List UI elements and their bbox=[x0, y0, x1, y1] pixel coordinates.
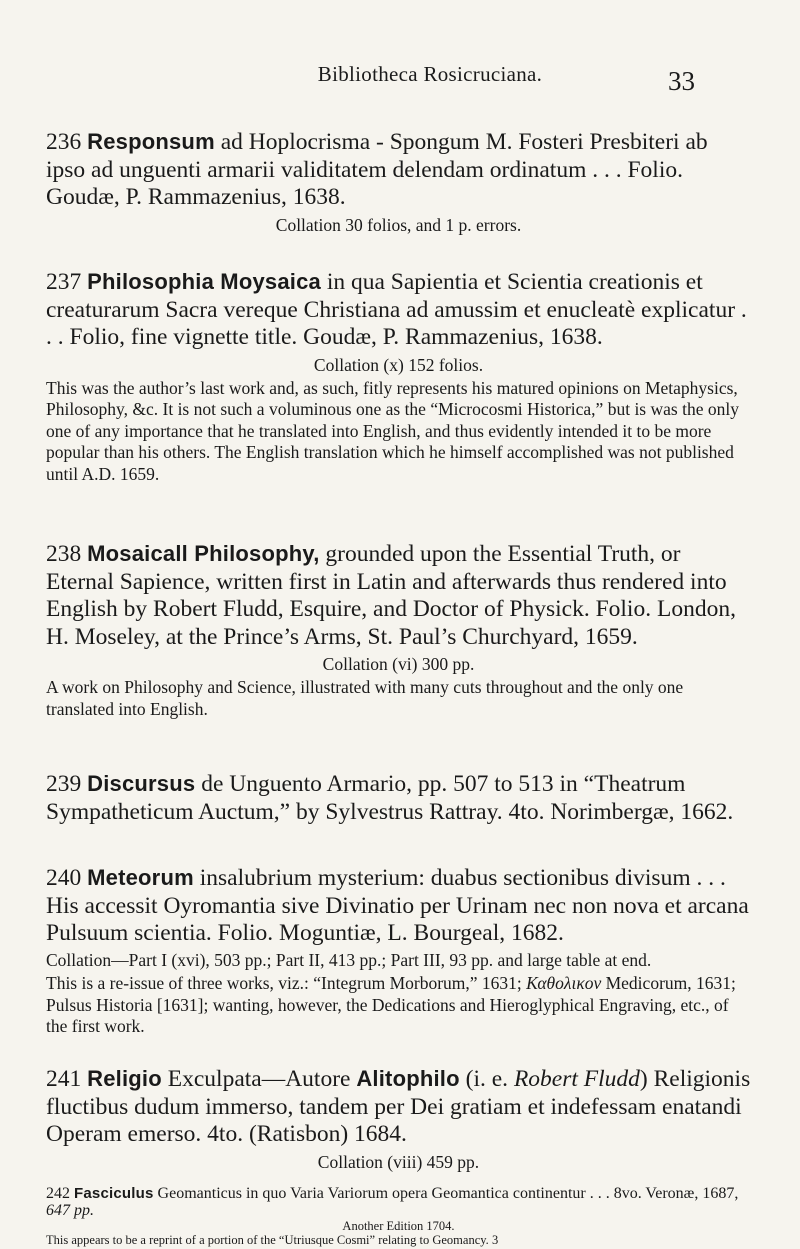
entry-text: (i. e. bbox=[459, 1066, 514, 1092]
entry-headword: Discursus bbox=[87, 771, 196, 796]
entry-collation: Collation (x) 152 folios. bbox=[313, 354, 484, 375]
entry-collation: Collation 30 folios, and 1 p. errors. bbox=[275, 214, 522, 235]
note-greek-word: Καθολικον bbox=[526, 973, 602, 994]
entry-number: 240 bbox=[46, 865, 82, 891]
entry-236 bbox=[46, 128, 751, 236]
entry-collation: Collation (vi) 300 pp. bbox=[322, 654, 475, 675]
entry-note bbox=[46, 1233, 751, 1247]
entry-240 bbox=[46, 864, 751, 1038]
entry-number: 236 bbox=[46, 129, 82, 155]
entry-headword: Philosophia Moysaica bbox=[87, 269, 321, 294]
entry-headword: Meteorum bbox=[87, 865, 194, 890]
entry-number: 237 bbox=[46, 269, 82, 295]
entry-headword: Religio bbox=[87, 1066, 162, 1091]
signature-mark: 3 bbox=[491, 1233, 499, 1247]
entry-headword: Mosaicall Philosophy, bbox=[87, 541, 320, 566]
entry-text: Geomanticus in quo Varia Variorum opera Geomantica continentur . . . 8vo. Veronæ, 1687, bbox=[153, 1185, 739, 1202]
entry-number: 238 bbox=[46, 541, 82, 567]
entry-237 bbox=[46, 268, 751, 485]
entry-number: 239 bbox=[46, 771, 82, 797]
entry-text: insalubrium mysterium: duabus sectionibus divisum . . . His accessit Oyromantia sive Divinatio per Urinam nec non nova et arcana Pulsuum scientia. Folio. Moguntiæ, L. Bourgeal, 1682. bbox=[46, 865, 749, 947]
entry-note: A work on Philosophy and Science, illustrated with many cuts throughout and the only one translated into English. bbox=[46, 677, 684, 719]
entry-241 bbox=[46, 1065, 751, 1173]
entry-headword: Responsum bbox=[87, 129, 215, 154]
entry-author-italic: Robert Fludd bbox=[513, 1066, 640, 1092]
page-number: 33 bbox=[668, 66, 695, 96]
note-text: This is a re-issue of three works, viz.: “Integrum Morborum,” 1631; bbox=[46, 973, 527, 994]
entry-text: de Unguento Armario, pp. 507 to 513 in “Theatrum Sympatheticum Auctum,” by Sylvestrus Rattray. 4to. Norimbergæ, 1662. bbox=[46, 771, 734, 825]
entry-number: 242 bbox=[46, 1185, 70, 1202]
entry-note: This was the author’s last work and, as such, fitly represents his matured opinions on Metaphysics, Philosophy, &c. It is not such a voluminous one as the “Microcosmi Historica,” but is was the only one of any importance that he translated into English, and thus evidently intended it to be more popular than his others. The English translation which he himself accomplished was not published until A.D. 1659. bbox=[46, 377, 739, 484]
entry-collation: Collation—Part I (xvi), 503 pp.; Part II, 413 pp.; Part III, 93 pp. and large table at end. bbox=[46, 949, 652, 970]
entry-242 bbox=[46, 1185, 751, 1247]
entry-pages-italic: 647 pp. bbox=[46, 1202, 94, 1219]
entry-text: in qua Sapientia et Scientia creationis et creaturarum Sacra vereque Christiana ad amussim et enucleatè explicatur . . . Folio, fine vignette title. Goudæ, P. Rammazenius, 1638. bbox=[46, 269, 747, 351]
note-text: This appears to be a reprint of a portion of the “Utriusque Cosmi” relating to Geomancy. bbox=[46, 1233, 489, 1247]
entry-note bbox=[46, 973, 751, 1038]
entry-headword-secondary: Alitophilo bbox=[356, 1066, 460, 1091]
entry-text: Exculpata—Autore bbox=[161, 1066, 357, 1092]
running-header: Bibliotheca Rosicruciana. bbox=[317, 62, 543, 86]
entry-collation: Collation (viii) 459 pp. bbox=[317, 1151, 480, 1172]
entry-number: 241 bbox=[46, 1066, 82, 1092]
entry-text: ad Hoplocrisma - Spongum M. Fosteri Presbiteri ab ipso ad unguenti armarii validitatem delendam ordinatum . . . Folio. Goudæ, P. Rammazenius, 1638. bbox=[46, 129, 708, 211]
entry-239 bbox=[46, 770, 751, 826]
entry-text: ) Religionis fluctibus dudum immerso, tandem per Dei gratiam et indefessam enatandi Operam emerso. 4to. (Ratisbon) 1684. bbox=[46, 1066, 751, 1148]
note-text: Medicorum, 1631; Pulsus Historia [1631]; wanting, however, the Dedications and Hieroglyphical Engraving, etc., of the first work. bbox=[46, 973, 736, 1037]
entry-text: grounded upon the Essential Truth, or Eternal Sapience, written first in Latin and afterwards thus rendered into English by Robert Fludd, Esquire, and Doctor of Physick. Folio. London, H. Moseley, at the Prince’s Arms, St. Paul’s Churchyard, 1659. bbox=[46, 541, 736, 650]
entry-238 bbox=[46, 540, 751, 720]
entry-headword: Fasciculus bbox=[74, 1185, 154, 1202]
entry-collation: Another Edition 1704. bbox=[342, 1219, 455, 1233]
